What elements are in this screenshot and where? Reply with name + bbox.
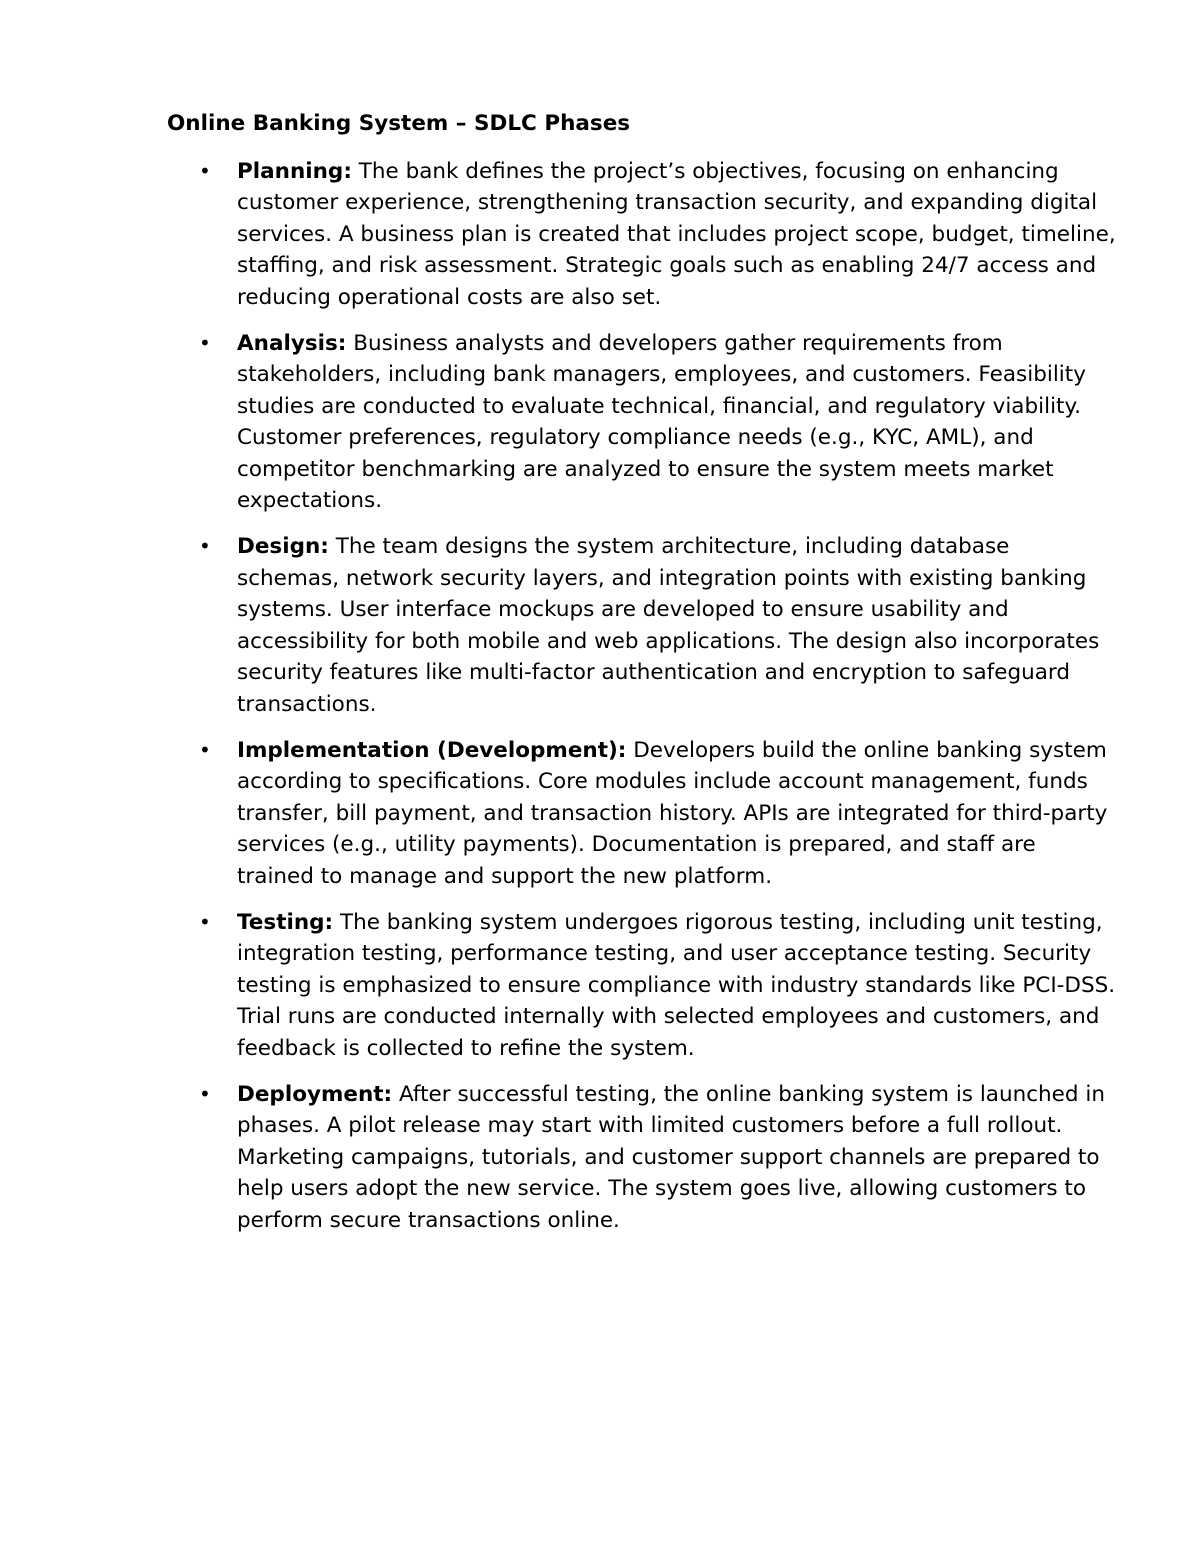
phase-description: The team designs the system architecture, including database schemas, network security layers, and integration points with existing banking systems. User interface mockups are developed to ensure usability and accessibility for both mobile and web applications. The design also incorporates security features like multi-factor authentication and encryption to safeguard transactions. bbox=[237, 534, 1100, 717]
bullet-icon: • bbox=[199, 534, 211, 559]
phase-name: Design: bbox=[237, 534, 329, 560]
phase-name: Testing: bbox=[237, 909, 334, 935]
list-item-planning bbox=[0, 156, 1117, 313]
phase-list bbox=[0, 156, 1200, 1251]
phase-name: Deployment: bbox=[237, 1081, 393, 1107]
bullet-icon: • bbox=[199, 331, 211, 356]
bullet-icon: • bbox=[199, 159, 211, 183]
list-item-testing bbox=[0, 907, 1117, 1064]
list-item-implementation bbox=[0, 735, 1117, 892]
phase-name: Implementation (Development): bbox=[237, 737, 627, 763]
phase-description: Developers build the online banking system according to specifications. Core modules include account management, funds transfer, bill payment, and transaction history. APIs are integrated for third-party services (e.g., utility payments). Documentation is prepared, and staff are trained to manage and support the new platform. bbox=[237, 737, 1108, 889]
phase-description: The bank defines the project’s objectives, focusing on enhancing customer experience, strengthening transaction security, and expanding digital services. A business plan is created that includes project scope, budget, timeline, staffing, and risk assessment. Strategic goals such as enabling 24/7 access and reducing operational costs are also set. bbox=[237, 159, 1116, 310]
phase-name: Analysis: bbox=[237, 331, 347, 357]
bullet-icon: • bbox=[199, 909, 211, 934]
document-title: Online Banking System – SDLC Phases bbox=[167, 111, 631, 136]
list-item-analysis bbox=[0, 328, 1117, 516]
bullet-icon: • bbox=[199, 737, 211, 762]
list-item-deployment bbox=[0, 1079, 1117, 1236]
phase-description: Business analysts and developers gather requirements from stakeholders, including bank managers, employees, and customers. Feasibility studies are conducted to evaluate technical, financial, and regulatory viability. Customer preferences, regulatory compliance needs (e.g., KYC, AML), and competitor benchmarking are analyzed to ensure the system meets market expectations. bbox=[237, 331, 1086, 514]
phase-description: After successful testing, the online banking system is launched in phases. A pilot release may start with limited customers before a full rollout. Marketing campaigns, tutorials, and customer support channels are prepared to help users adopt the new service. The system goes live, allowing customers to perform secure transactions online. bbox=[237, 1081, 1105, 1233]
phase-description: The banking system undergoes rigorous testing, including unit testing, integration testing, performance testing, and user acceptance testing. Security testing is emphasized to ensure compliance with industry standards like PCI-DSS. Trial runs are conducted internally with selected employees and customers, and feedback is collected to refine the system. bbox=[237, 909, 1116, 1061]
phase-name: Planning: bbox=[237, 159, 352, 184]
bullet-icon: • bbox=[199, 1081, 211, 1106]
list-item-design bbox=[0, 531, 1117, 719]
